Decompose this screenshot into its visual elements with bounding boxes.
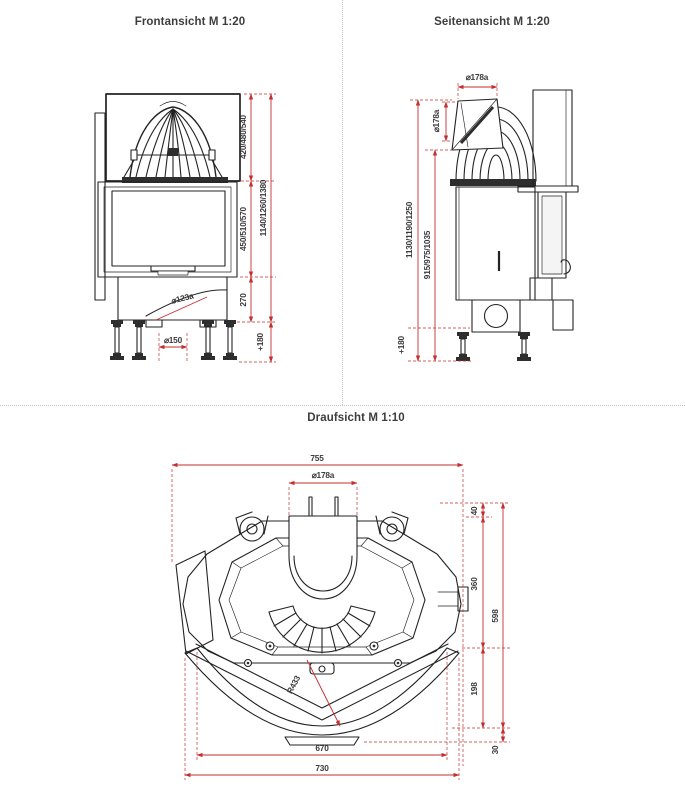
top-view-drawing bbox=[0, 405, 685, 796]
dim-top-overall-width: 755 bbox=[310, 453, 324, 463]
front-view-title: Frontansicht M 1:20 bbox=[134, 16, 246, 28]
front-view-drawing bbox=[0, 0, 342, 405]
top-body bbox=[176, 497, 468, 745]
dim-front-total-height: 1140/1260/1380 bbox=[258, 179, 268, 237]
side-legs bbox=[456, 332, 531, 361]
top-view-title: Draufsicht M 1:10 bbox=[307, 412, 405, 424]
dim-front-base-height: 270 bbox=[238, 293, 248, 307]
dim-top-flue-diameter: ⌀178a bbox=[311, 470, 335, 480]
dim-top-glass-chord-inner: 670 bbox=[315, 743, 329, 753]
dim-front-feet-adjustment: +180 bbox=[255, 333, 265, 351]
dim-side-flue-rear: ⌀178a bbox=[431, 109, 441, 133]
top-dimensions bbox=[172, 453, 510, 780]
dim-front-floor-opening: ⌀150 bbox=[163, 335, 183, 345]
side-view-drawing bbox=[342, 0, 685, 405]
dim-top-depth-front: 198 bbox=[469, 682, 479, 696]
dim-front-air-spigot: ⌀123a bbox=[170, 290, 195, 306]
front-body bbox=[95, 94, 240, 360]
dim-top-glass-chord-outer: 730 bbox=[315, 763, 329, 773]
dim-top-depth-body: 360 bbox=[469, 577, 479, 591]
dim-top-handle-projection: 30 bbox=[490, 745, 500, 755]
dim-side-feet-adjustment: +180 bbox=[396, 336, 406, 354]
dim-top-depth-total: 598 bbox=[490, 609, 500, 623]
dim-top-depth-rear: 40 bbox=[469, 506, 479, 516]
side-view-title: Seitenansicht M 1:20 bbox=[434, 16, 550, 28]
dim-side-flue-axis-height: 915/975/1035 bbox=[422, 230, 432, 280]
top-fan-grate bbox=[269, 606, 375, 653]
dim-front-door-height: 450/510/570 bbox=[238, 207, 248, 251]
dim-top-glass-radius: R433 bbox=[284, 673, 303, 696]
dim-front-hood-height: 420/480/540 bbox=[238, 115, 248, 159]
dim-side-total-height: 1130/1190/1250 bbox=[404, 201, 414, 259]
dim-side-flue-top: ⌀178a bbox=[465, 72, 489, 82]
side-body bbox=[450, 90, 578, 361]
